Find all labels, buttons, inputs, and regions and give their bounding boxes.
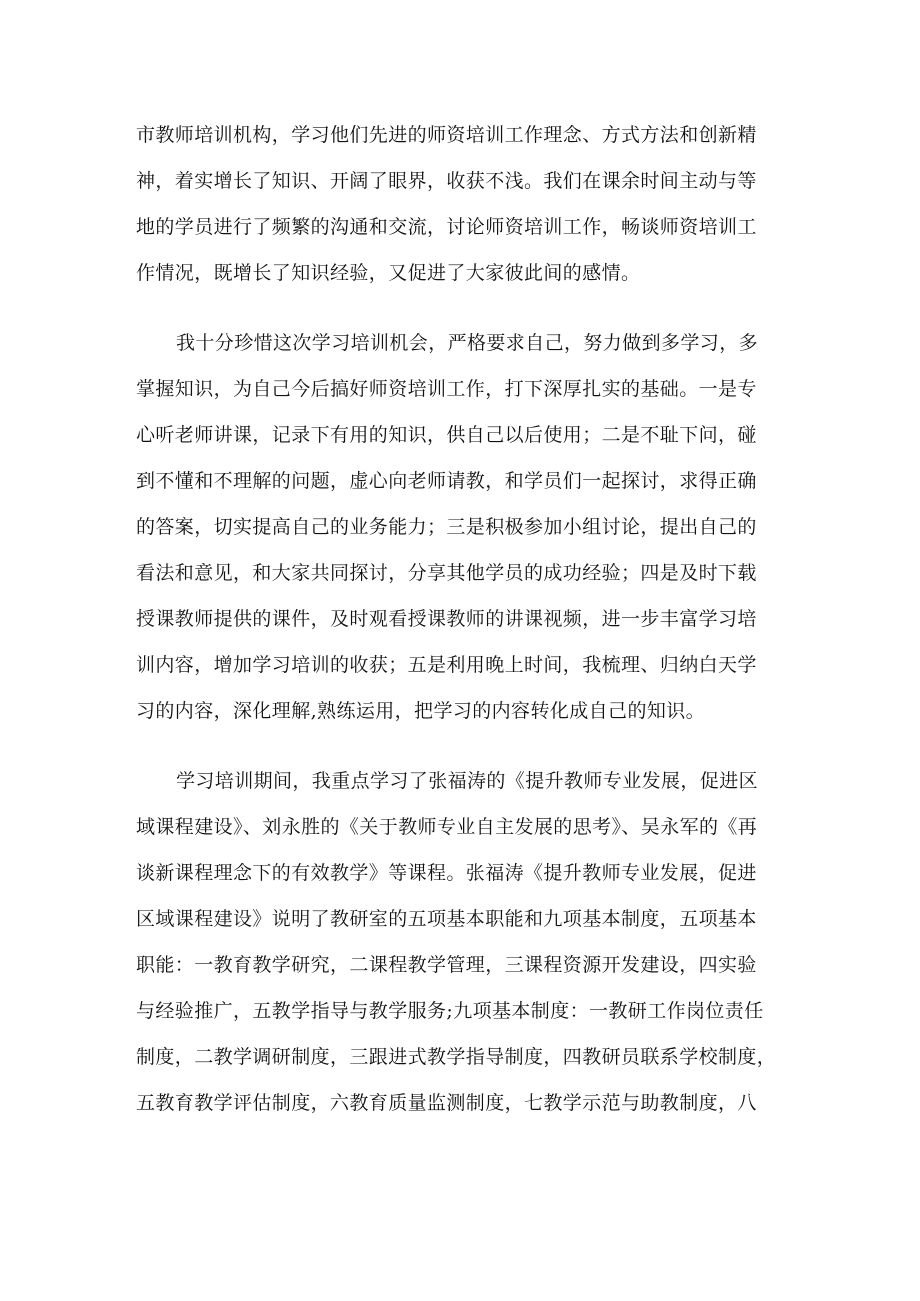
text-line: 地的学员进行了频繁的沟通和交流，讨论师资培训工作，畅谈师资培训工	[136, 216, 757, 238]
text-line: 市教师培训机构，学习他们先进的师资培训工作理念、方式方法和创新精	[136, 124, 757, 146]
text-line: 掌握知识，为自己今后搞好师资培训工作，打下深厚扎实的基础。一是专	[136, 378, 757, 400]
text-line: 谈新课程理念下的有效教学》等课程。张福涛《提升教师专业发展，促进	[136, 862, 757, 884]
text-line: 训内容，增加学习培训的收获；五是利用晚上时间，我梳理、归纳白天学	[136, 654, 757, 676]
text-line: 域课程建设》、刘永胜的《关于教师专业自主发展的思考》、吴永军的《再	[136, 816, 758, 838]
text-line: 授课教师提供的课件，及时观看授课教师的讲课视频，进一步丰富学习培	[136, 608, 757, 630]
text-line: 职能：一教育教学研究，二课程教学管理，三课程资源开发建设，四实验	[136, 954, 757, 976]
text-line: 的答案，切实提高自己的业务能力；三是积极参加小组讨论，提出自己的	[136, 516, 757, 538]
text-line: 制度，二教学调研制度，三跟进式教学指导制度，四教研员联系学校制度，	[136, 1046, 777, 1068]
text-line: 看法和意见，和大家共同探讨，分享其他学员的成功经验；四是及时下载	[136, 562, 757, 584]
text-line: 五教育教学评估制度，六教育质量监测制度，七教学示范与助教制度，八	[136, 1092, 757, 1114]
text-line: 学习培训期间，我重点学习了张福涛的《提升教师专业发展，促进区	[176, 770, 759, 792]
text-line: 作情况，既增长了知识经验，又促进了大家彼此间的感情。	[136, 262, 641, 284]
text-line: 到不懂和不理解的问题，虚心向老师请教，和学员们一起探讨，求得正确	[136, 470, 757, 492]
text-line: 神，着实增长了知识、开阔了眼界，收获不浅。我们在课余时间主动与等	[136, 170, 757, 192]
text-line: 我十分珍惜这次学习培训机会，严格要求自己，努力做到多学习，多	[176, 332, 759, 354]
text-line: 心听老师讲课，记录下有用的知识，供自己以后使用；二是不耻下问，碰	[136, 424, 757, 446]
text-line: 区域课程建设》说明了教研室的五项基本职能和九项基本制度，五项基本	[136, 908, 757, 930]
text-line: 与经验推广，五教学指导与教学服务;九项基本制度：一教研工作岗位责任	[136, 1000, 764, 1022]
text-line: 习的内容，深化理解,熟练运用，把学习的内容转化成自己的知识。	[136, 700, 706, 722]
